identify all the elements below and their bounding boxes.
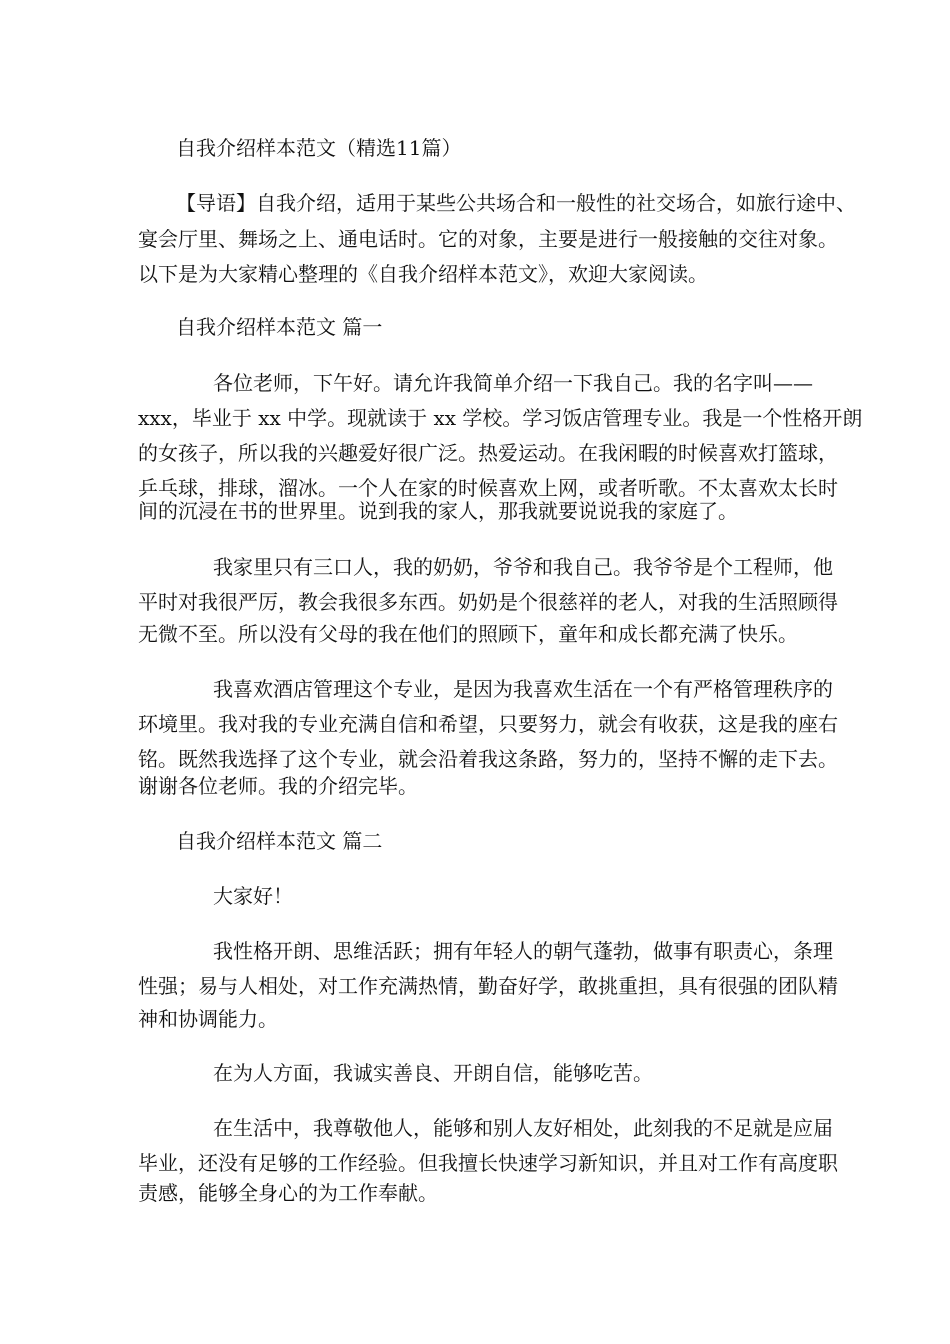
paragraph-line: 环境里。我对我的专业充满自信和希望，只要努力，就会有收获，这是我的座右 [138,712,838,736]
paragraph-line: 我家里只有三口人，我的奶奶，爷爷和我自己。我爷爷是个工程师，他 [213,555,833,579]
paragraph-line: 宴会厅里、舞场之上、通电话时。它的对象，主要是进行一般接触的交往对象。 [138,227,838,251]
paragraph-line: 性强；易与人相处，对工作充满热情，勤奋好学，敢挑重担，具有很强的团队精 [138,974,838,998]
paragraph-line: 以下是为大家精心整理的《自我介绍样本范文》，欢迎大家阅读。 [138,262,708,286]
paragraph-line: 铭。既然我选择了这个专业，就会沿着我这条路，努力的，坚持不懈的走下去。 [138,747,838,771]
paragraph-line: xxx，毕业于 xx 中学。现就读于 xx 学校。学习饭店管理专业。我是一个性格开朗 [138,406,863,430]
body-paragraph: 在为人方面，我诚实善良、开朗自信，能够吃苦。 [213,1061,653,1085]
greeting: 大家好！ [213,884,293,908]
paragraph-line: 间的沉浸在书的世界里。说到我的家人，那我就要说说我的家庭了。 [138,499,738,523]
section-heading: 自我介绍样本范文 篇二 [176,829,383,853]
paragraph-line: 在生活中，我尊敬他人，能够和别人友好相处，此刻我的不足就是应届 [213,1116,833,1140]
paragraph-line: 谢谢各位老师。我的介绍完毕。 [138,774,418,798]
paragraph-line: 毕业，还没有足够的工作经验。但我擅长快速学习新知识，并且对工作有高度职 [138,1151,838,1175]
section-heading: 自我介绍样本范文 篇一 [176,315,383,339]
paragraph-line: 的女孩子，所以我的兴趣爱好很广泛。热爱运动。在我闲暇的时候喜欢打篮球， [138,441,838,465]
paragraph-line: 【导语】自我介绍，适用于某些公共场合和一般性的社交场合，如旅行途中、 [176,191,856,215]
paragraph-line: 乒乓球，排球，溜冰。一个人在家的时候喜欢上网，或者听歌。不太喜欢太长时 [138,476,838,500]
paragraph-line: 各位老师，下午好。请允许我简单介绍一下我自己。我的名字叫—— [213,371,813,395]
document-title: 自我介绍样本范文（精选11篇） [176,136,462,160]
paragraph-line: 责感，能够全身心的为工作奉献。 [138,1181,438,1205]
paragraph-line: 我喜欢酒店管理这个专业，是因为我喜欢生活在一个有严格管理秩序的 [213,677,833,701]
paragraph-line: 无微不至。所以没有父母的我在他们的照顾下，童年和成长都充满了快乐。 [138,622,798,646]
paragraph-line: 我性格开朗、思维活跃；拥有年轻人的朝气蓬勃，做事有职责心，条理 [213,939,833,963]
paragraph-line: 平时对我很严厉，教会我很多东西。奶奶是个很慈祥的老人，对我的生活照顾得 [138,590,838,614]
paragraph-line: 神和协调能力。 [138,1007,278,1031]
